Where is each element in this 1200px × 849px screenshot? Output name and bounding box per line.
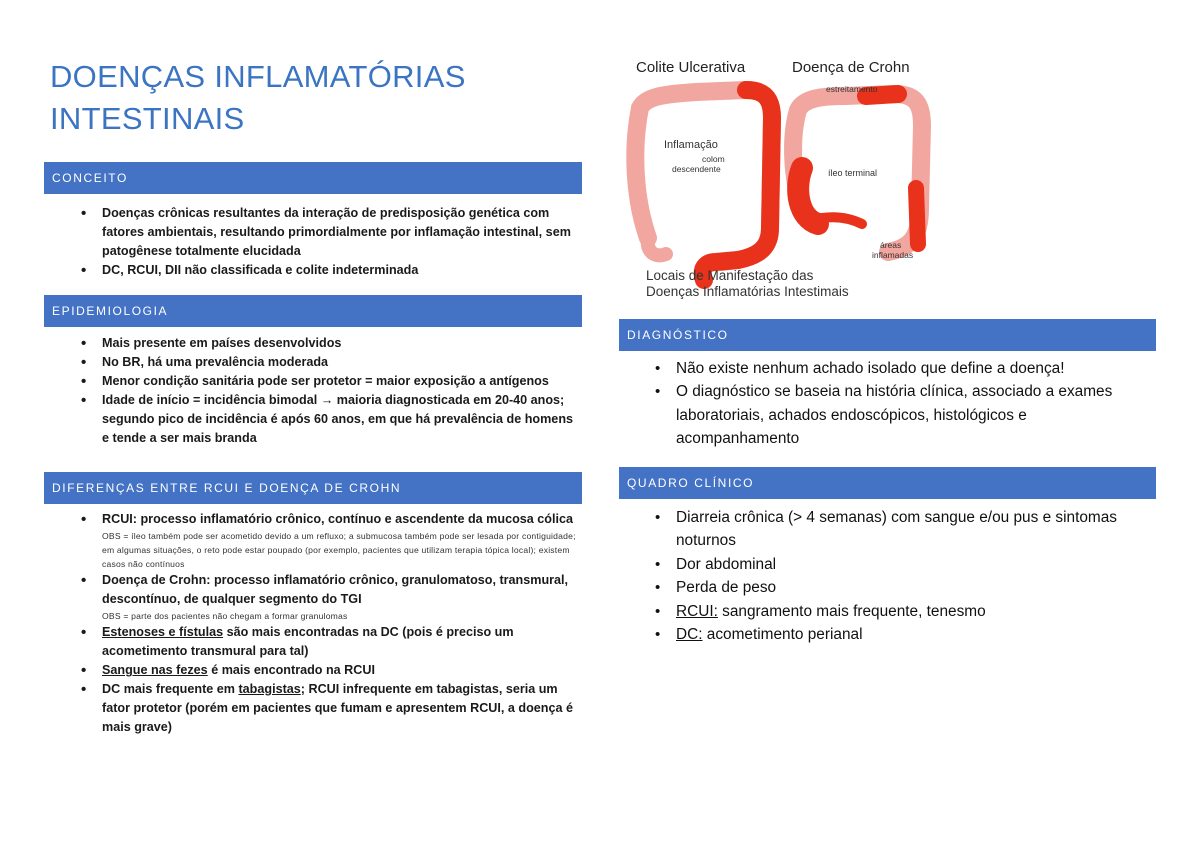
list-item: • Doenças crônicas resultantes da interação de predisposição genética com fatores ambientais, resultando primordialmente por inflamação intestinal, sem patogênese totalmente elucidada xyxy=(76,204,581,261)
title-line-2: INTESTINAIS xyxy=(50,101,245,136)
list-item: • Perda de peso xyxy=(650,576,1140,599)
section-header-diferencas: DIFERENÇAS ENTRE RCUI E DOENÇA DE CROHN xyxy=(44,472,582,504)
underlined-term: DC: xyxy=(676,626,703,644)
figure-label-uc: Colite Ulcerativa xyxy=(636,59,746,76)
list-item xyxy=(650,600,1140,623)
underlined-term: RCUI: xyxy=(676,602,718,620)
item-text: são mais encontradas na DC (pois é preciso um acometimento transmural para tal) xyxy=(102,625,514,658)
list-item: • Menor condição sanitária pode ser protetor = maior exposição a antígenos xyxy=(76,372,581,391)
section-header-quadro-clinico: QUADRO CLÍNICO xyxy=(619,467,1156,499)
list-item: • DC, RCUI, DII não classificada e colite indeterminada xyxy=(76,261,581,280)
colon-illustration xyxy=(626,48,938,306)
list-item: • Diarreia crônica (> 4 semanas) com sangue e/ou pus e sintomas noturnos xyxy=(650,506,1140,553)
list-item xyxy=(76,510,581,571)
diagnostico-list xyxy=(650,357,1140,451)
conceito-list xyxy=(76,204,581,280)
quadro-clinico-list xyxy=(650,506,1140,646)
list-item: • No BR, há uma prevalência moderada xyxy=(76,353,581,372)
list-item xyxy=(650,623,1140,646)
figure-label-crohn: Doença de Crohn xyxy=(792,59,910,76)
list-item xyxy=(76,623,581,661)
page-title xyxy=(50,56,590,140)
list-item xyxy=(76,571,581,623)
crohn-definition: Doença de Crohn: processo inflamatório crônico, granulomatoso, transmural, descontínuo, de qualquer segmento do TGI xyxy=(102,573,569,606)
figure-caption-line-1: Locais de Manifestação das xyxy=(646,268,814,283)
list-item xyxy=(76,680,581,737)
label-estreitamento: estreitamento xyxy=(826,84,878,94)
crohn-obs: OBS = parte dos pacientes não chegam a formar granulomas xyxy=(102,611,348,621)
list-item: • Mais presente em países desenvolvidos xyxy=(76,334,581,353)
label-inflamadas: inflamadas xyxy=(872,250,914,260)
crohn-colon xyxy=(793,84,922,260)
label-inflamacao: Inflamação xyxy=(664,139,718,151)
underlined-term: tabagistas xyxy=(238,682,301,696)
list-item: • O diagnóstico se baseia na história clínica, associado a exames laboratoriais, achados endoscópicos, histológicos e acompanhamento xyxy=(650,380,1140,450)
rcui-obs: OBS = íleo também pode ser acometido devido a um refluxo; a submucosa também pode ser lesada por contiguidade; em algumas situações, o reto pode estar poupado (por exemplo, pacientes que utilizam terapia tópica local); existem casos não contínuos xyxy=(102,531,576,569)
list-item: • Não existe nenhum achado isolado que define a doença! xyxy=(650,357,1140,380)
item-text: é mais encontrado na RCUI xyxy=(207,663,375,677)
underlined-term: Estenoses e fístulas xyxy=(102,625,224,639)
list-item: • Idade de início = incidência bimodal → maioria diagnosticada em 20-40 anos; segundo pico de incidência é após 60 anos, em que há prevalência de homens e tende a ser mais branda xyxy=(76,391,581,448)
item-text: DC mais frequente em xyxy=(102,682,239,696)
list-item: • Dor abdominal xyxy=(650,553,1140,576)
epidemiologia-list xyxy=(76,334,581,448)
diferencas-list xyxy=(76,510,581,737)
label-ileo: íleo terminal xyxy=(828,168,878,178)
section-header-diagnostico: DIAGNÓSTICO xyxy=(619,319,1156,351)
label-areas: áreas xyxy=(880,240,902,250)
label-descendente: descendente xyxy=(672,164,721,174)
item-text: sangramento mais frequente, tenesmo xyxy=(717,602,986,620)
label-colom: colom xyxy=(702,154,725,164)
section-header-epidemiologia: EPIDEMIOLOGIA xyxy=(44,295,582,327)
rcui-definition: RCUI: processo inflamatório crônico, contínuo e ascendente da mucosa cólica xyxy=(102,512,573,526)
item-text: acometimento perianal xyxy=(702,626,863,644)
uc-colon xyxy=(635,90,772,280)
item-text: ; RCUI infrequente em tabagistas, seria um fator protetor (porém em pacientes que fumam e apresentem RCUI, a doença é mais grave) xyxy=(102,682,573,734)
section-header-conceito: CONCEITO xyxy=(44,162,582,194)
figure-caption-line-2: Doenças Inflamatórias Intestimais xyxy=(646,284,849,299)
title-line-1: DOENÇAS INFLAMATÓRIAS xyxy=(50,59,466,94)
underlined-term: Sangue nas fezes xyxy=(102,663,208,677)
list-item xyxy=(76,661,581,680)
